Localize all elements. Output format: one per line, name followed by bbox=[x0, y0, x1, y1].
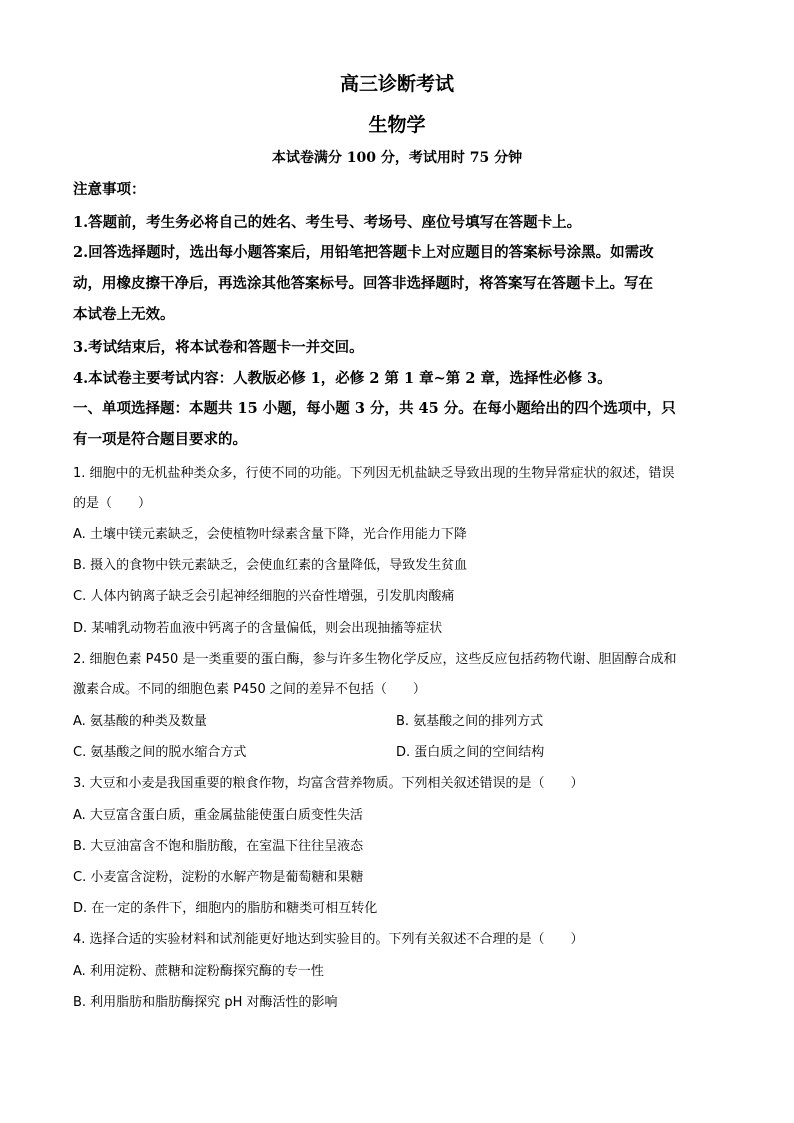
section-1-line-2: 有一项是符合题目要求的。 bbox=[73, 431, 247, 448]
exam-subtitle: 本试卷满分 100 分，考试用时 75 分钟 bbox=[271, 150, 523, 166]
q1-option-a: A. 土壤中镁元素缺乏，会使植物叶绿素含量下降，光合作用能力下降 bbox=[73, 527, 467, 542]
q3-option-a: A. 大豆富含蛋白质，重金属盐能使蛋白质变性失活 bbox=[73, 808, 363, 823]
q2-option-b: B. 氨基酸之间的排列方式 bbox=[396, 714, 544, 729]
section-1-line-1: 一、单项选择题：本题共 15 小题，每小题 3 分，共 45 分。在每小题给出的四个选项中，只 bbox=[73, 400, 676, 417]
q1-option-d: D. 某哺乳动物若血液中钙离子的含量偏低，则会出现抽搐等症状 bbox=[73, 621, 443, 636]
q3-stem: 3. 大豆和小麦是我国重要的粮食作物，均富含营养物质。下列相关叙述错误的是（ ） bbox=[73, 776, 584, 791]
q3-option-c: C. 小麦富含淀粉，淀粉的水解产物是葡萄糖和果糖 bbox=[73, 870, 364, 885]
q1-option-c: C. 人体内钠离子缺乏会引起神经细胞的兴奋性增强，引发肌肉酸痛 bbox=[73, 589, 455, 604]
q3-option-b: B. 大豆油富含不饱和脂肪酸，在室温下往往呈液态 bbox=[73, 839, 364, 854]
notes-heading: 注意事项： bbox=[73, 181, 146, 198]
q2-stem-line-2: 激素合成。不同的细胞色素 P450 之间的差异不包括（ ） bbox=[73, 682, 426, 697]
q4-option-a: A. 利用淀粉、蔗糖和淀粉酶探究酶的专一性 bbox=[73, 964, 324, 979]
subject-title: 生物学 bbox=[368, 114, 426, 136]
note-2-line-1: 2.回答选择题时，选出每小题答案后，用铅笔把答题卡上对应题目的答案标号涂黑。如需改 bbox=[73, 244, 654, 261]
q3-option-d: D. 在一定的条件下，细胞内的脂肪和糖类可相互转化 bbox=[73, 901, 378, 916]
q1-option-b: B. 摄入的食物中铁元素缺乏，会使血红素的含量降低，导致发生贫血 bbox=[73, 558, 468, 573]
exam-title: 高三诊断考试 bbox=[339, 73, 454, 95]
note-4: 4.本试卷主要考试内容：人教版必修 1，必修 2 第 1 章~第 2 章，选择性必修 3。 bbox=[73, 370, 612, 387]
note-1: 1.答题前，考生务必将自己的姓名、考生号、考场号、座位号填写在答题卡上。 bbox=[73, 214, 582, 231]
q2-option-d: D. 蛋白质之间的空间结构 bbox=[396, 745, 545, 760]
q4-option-b: B. 利用脂肪和脂肪酶探究 pH 对酶活性的影响 bbox=[73, 995, 338, 1010]
q1-stem-line-1: 1. 细胞中的无机盐种类众多，行使不同的功能。下列因无机盐缺乏导致出现的生物异常症状的叙述，错误 bbox=[73, 466, 675, 481]
note-3: 3.考试结束后，将本试卷和答题卡一并交回。 bbox=[73, 339, 364, 356]
note-2-line-3: 本试卷上无效。 bbox=[73, 306, 175, 323]
q1-stem-line-2: 的是（ ） bbox=[73, 496, 152, 511]
q2-stem-line-1: 2. 细胞色素 P450 是一类重要的蛋白酶，参与许多生物化学反应，这些反应包括药物代谢、胆固醇合成和 bbox=[73, 652, 677, 667]
note-2-line-2: 动，用橡皮擦干净后，再选涂其他答案标号。回答非选择题时，将答案写在答题卡上。写在 bbox=[73, 275, 653, 292]
q2-option-c: C. 氨基酸之间的脱水缩合方式 bbox=[73, 745, 247, 760]
q2-option-a: A. 氨基酸的种类及数量 bbox=[73, 714, 207, 729]
q4-stem: 4. 选择合适的实验材料和试剂能更好地达到实验目的。下列有关叙述不合理的是（ ） bbox=[73, 932, 584, 947]
